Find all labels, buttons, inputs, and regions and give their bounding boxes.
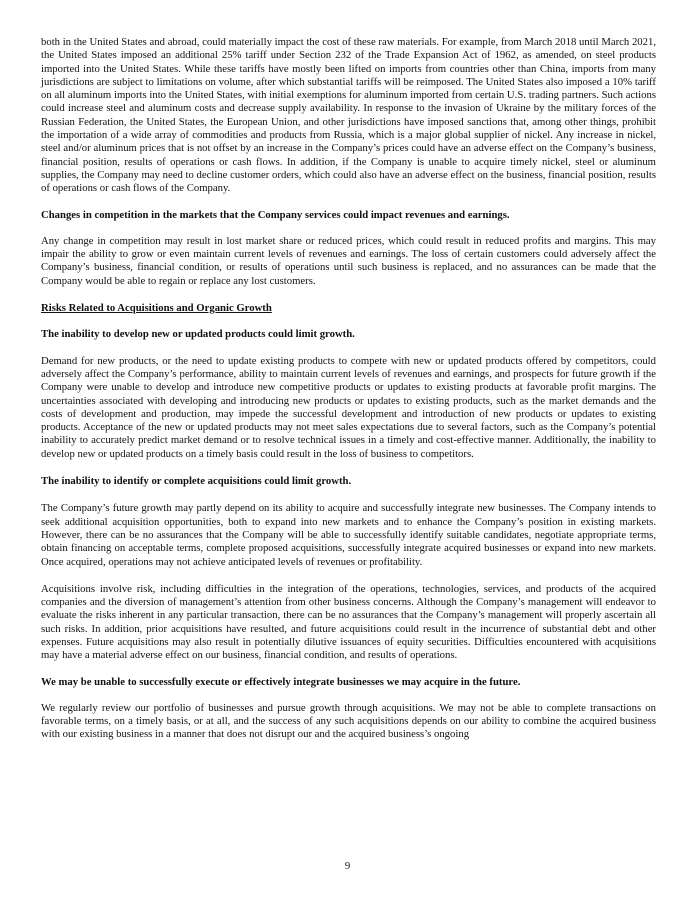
competition-heading: Changes in competition in the markets that the Company services could impact revenues and earnings. <box>41 208 510 221</box>
integration-heading: We may be unable to successfully execute or effectively integrate businesses we may acquire in the future. <box>41 675 521 688</box>
acquisition-risk-paragraph: Acquisitions involve risk, including difficulties in the integration of the operations, technologies, services, and products of the acquired companies and the diversion of management’s attention from other business concerns. Although the Company’s management will endeavor to evaluate the risks inherent in any particular transaction, there can be no assurances that the Company’s management will properly ascertain all such risks. In addition, prior acquisitions have resulted, and future acquisitions could result in the incurrence of substantial debt and other expenses. Future acquisitions may also result in potentially dilutive issuances of equity securities. Difficulties encountered with acquisitions may have a material adverse effect on our business, financial condition, and results of operations. <box>41 582 656 662</box>
raw-materials-paragraph: both in the United States and abroad, could materially impact the cost of these raw materials. For example, from March 2018 until March 2021, the United States imposed an additional 25% tariff under Section 232 of the Trade Expansion Act of 1962, as amended, on steel products imported into the United States. While these tariffs have mostly been lifted on imports from countries other than China, imports from many jurisdictions are subject to limitations on volume, after which substantial tariffs will be reimposed. The United States also imposed a 10% tariff on all aluminum imports into the United States, with initial exemptions for aluminum imported from certain U.S. trading partners. Such actions could increase steel and aluminum costs and decrease supply availability. In response to the invasion of Ukraine by the military forces of the Russian Federation, the United States, the European Union, and other jurisdictions have imposed sanctions that, among other things, prohibit the importation of a wide array of commodities and products from Russia, which is a major global supplier of nickel. Any increase in nickel, steel and/or aluminum prices that is not offset by an increase in the Company’s prices could have an adverse effect on the Company’s business, financial position, results of operations or cash flows. In addition, if the Company is unable to acquire timely nickel, steel or aluminum supplies, the Company may need to decline customer orders, which could also have an adverse effect on the business, financial position, results of operations or cash flows of the Company. <box>41 36 656 195</box>
page-number: 9 <box>344 860 351 872</box>
identify-acquisitions-heading: The inability to identify or complete acquisitions could limit growth. <box>41 475 352 488</box>
acquisitions-section-heading: Risks Related to Acquisitions and Organic Growth <box>41 302 272 315</box>
document-page <box>41 36 656 742</box>
new-products-paragraph: Demand for new products, or the need to update existing products to compete with new or updated products offered by competitors, could adversely affect the Company’s performance, ability to maintain current levels of revenues and earnings, and prospects for future growth if the Company were unable to develop and introduce new competitive products or updates to existing products at favorable profit margins. The uncertainties associated with developing and introducing new products or updates to existing products, such as the market demands and the costs of development and production, may impede the successful development and introduction of new products or updates to existing products. Acceptance of the new or updated products may not meet sales expectations due to several factors, such as the Company’s potential inability to accurately predict market demand or to resolve technical issues in a timely and cost-effective manner. Additionally, the inability to develop new or updated products on a timely basis could result in the loss of business to competitors. <box>41 354 656 460</box>
future-growth-paragraph: The Company’s future growth may partly depend on its ability to acquire and successfully integrate new businesses. The Company intends to seek additional acquisition opportunities, both to expand into new markets and to enhance the Company’s position in existing markets. However, there can be no assurances that the Company will be able to successfully identify suitable candidates, negotiate appropriate terms, obtain financing on acceptable terms, complete proposed acquisitions, successfully integrate acquired businesses or expand into new markets. Once acquired, operations may not achieve anticipated levels of revenues or profitability. <box>41 502 656 568</box>
new-products-heading: The inability to develop new or updated products could limit growth. <box>41 328 355 341</box>
portfolio-review-paragraph: We regularly review our portfolio of businesses and pursue growth through acquisitions. We may not be able to complete transactions on favorable terms, on a timely basis, or at all, and the success of any such acquisitions depends on our ability to combine the acquired business with our existing business in a manner that does not disrupt our and the acquired business’s ongoing <box>41 701 656 741</box>
competition-paragraph: Any change in competition may result in lost market share or reduced prices, which could result in reduced profits and margins. This may impair the ability to grow or even maintain current levels of revenues and earnings. The loss of certain customers could adversely affect the Company’s business, financial condition, or results of operations until such business is replaced, and no assurances can be made that the Company would be able to regain or replace any lost customers. <box>41 234 656 287</box>
